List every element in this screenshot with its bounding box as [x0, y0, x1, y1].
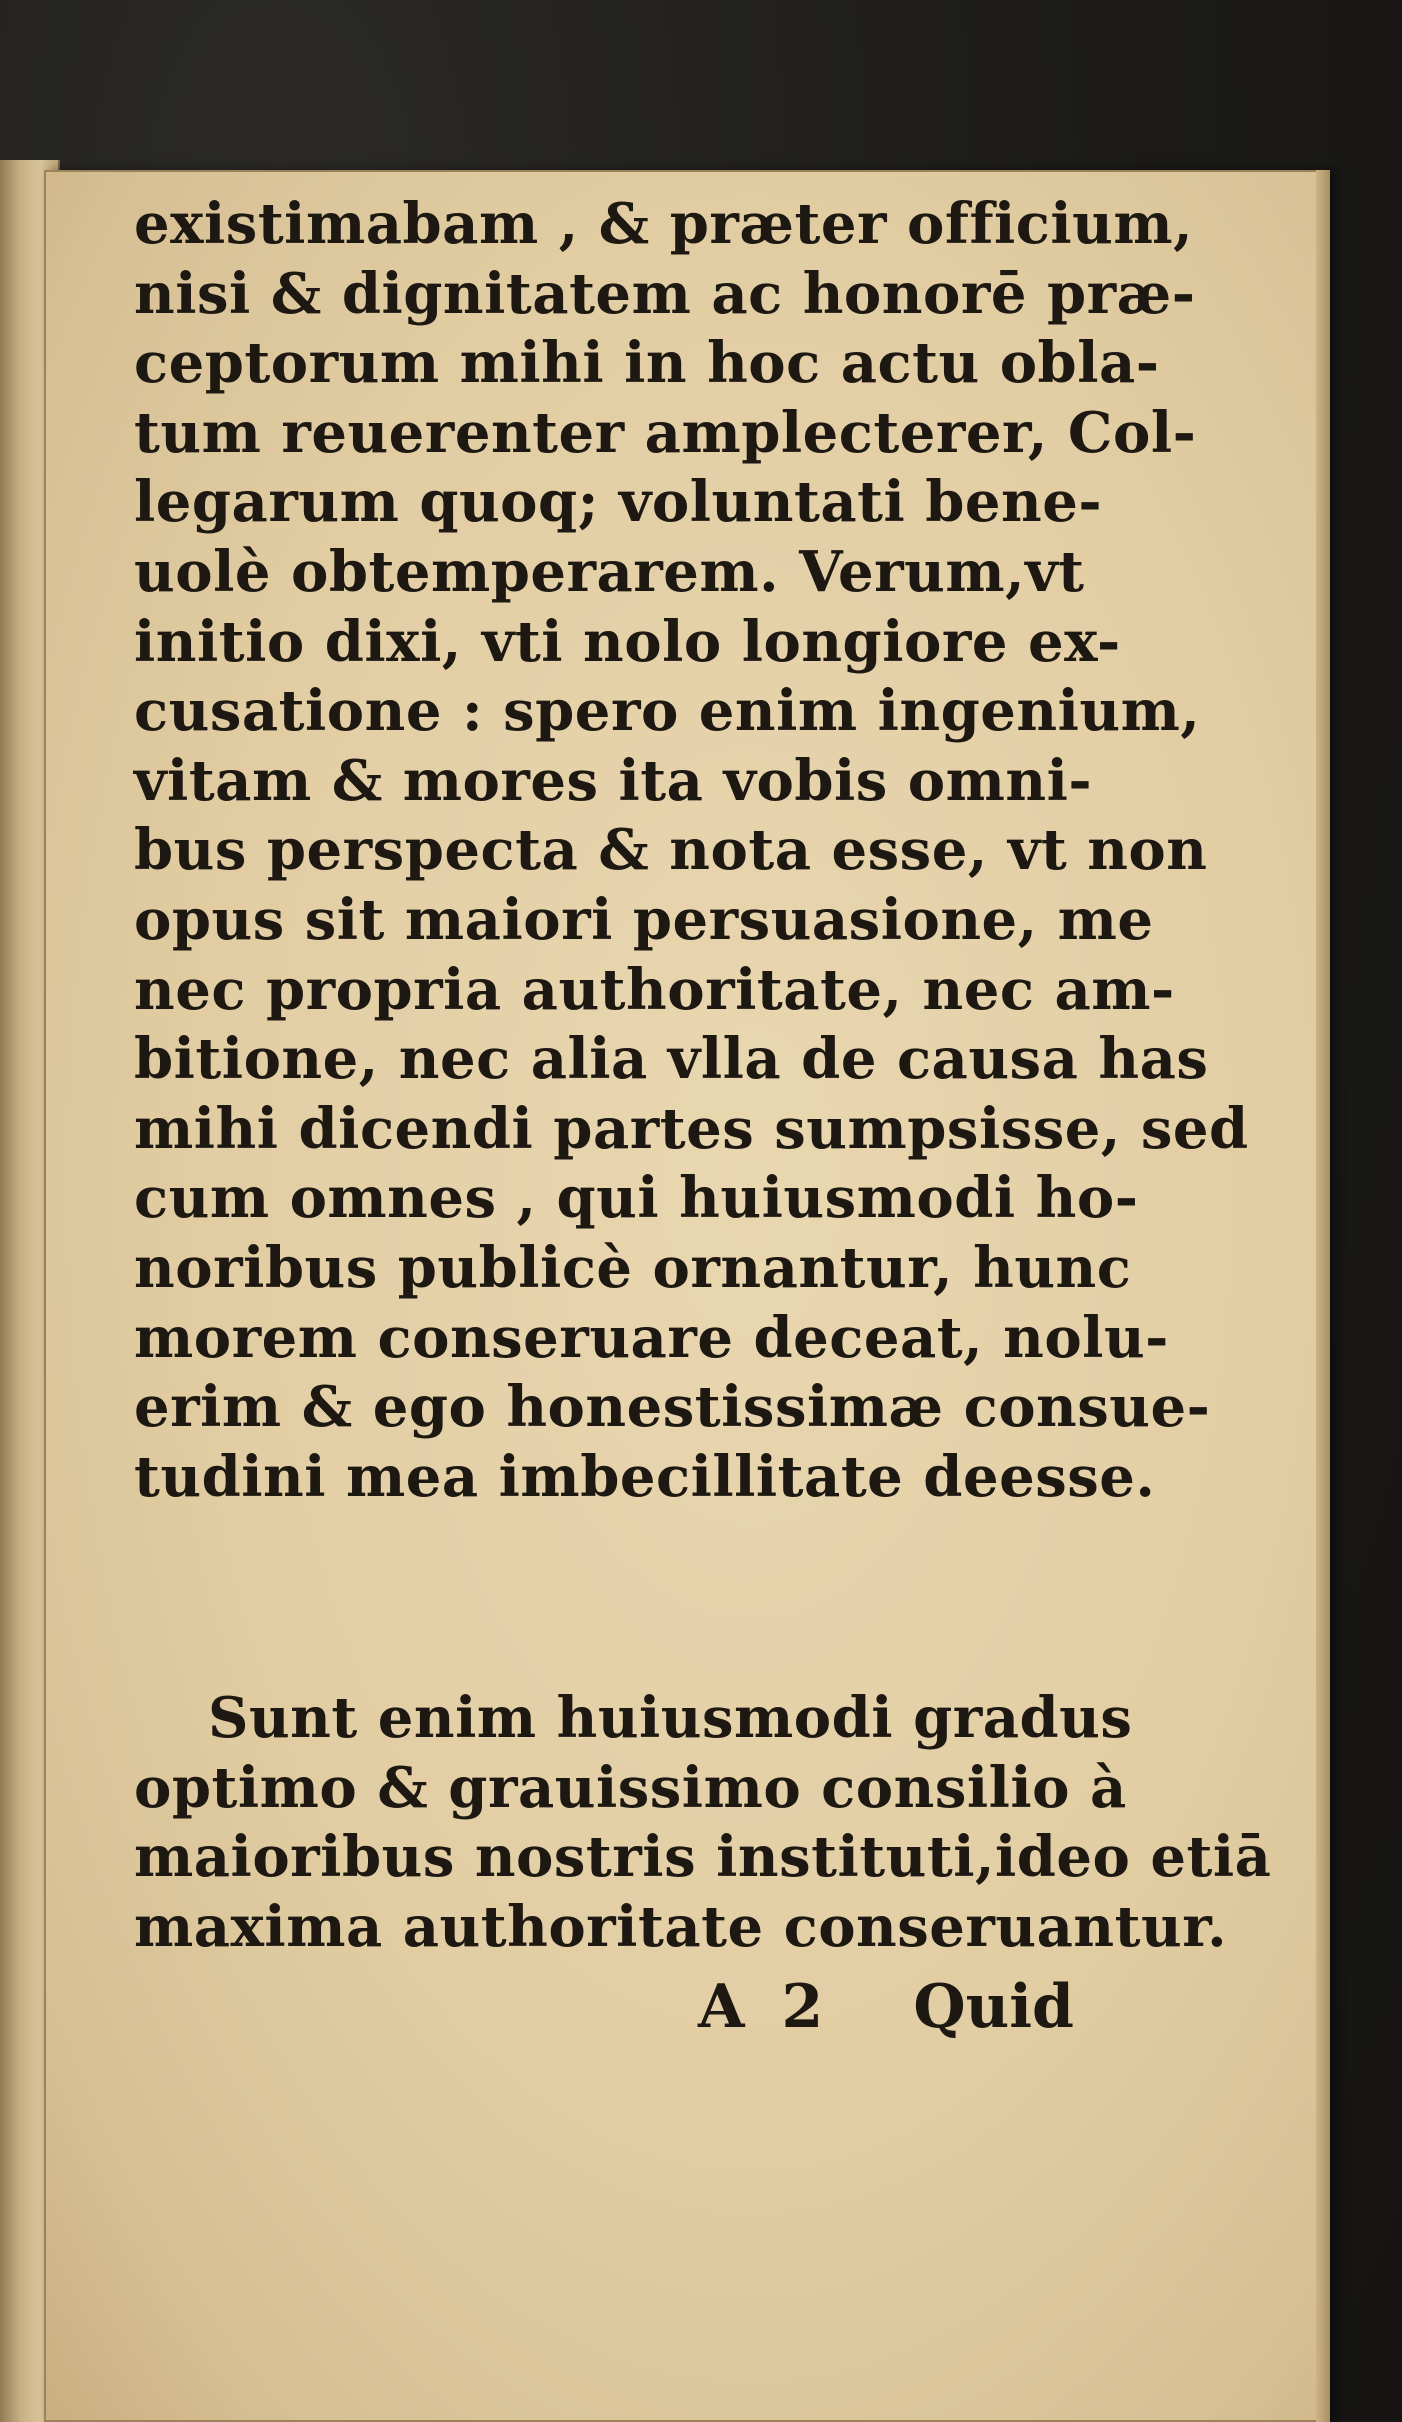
- text-line: mihi dicendi partes sumpsisse, sed: [134, 1095, 1249, 1162]
- page-footer: [134, 1972, 1074, 2052]
- text-line: nisi & dignitatem ac honorē præ-: [134, 260, 1196, 327]
- text-line: cum omnes , qui huiusmodi ho-: [134, 1165, 1139, 1232]
- text-line: opus sit maiori persuasione, me: [134, 886, 1154, 953]
- text-line: tudini mea imbecillitate deesse.: [134, 1443, 1156, 1510]
- page-edge: [1316, 170, 1330, 2422]
- text-line: maioribus nostris instituti,ideo etiā: [134, 1824, 1272, 1891]
- text-line: morem conseruare deceat, nolu-: [134, 1304, 1169, 1371]
- signature-mark: A 2: [698, 1972, 832, 2042]
- text-line: uolè obtemperarem. Verum,vt: [134, 538, 1085, 605]
- text-line: maxima authoritate conseruantur.: [134, 1893, 1228, 1960]
- text-line: tum reuerenter amplecterer, Col-: [134, 399, 1197, 466]
- paragraph-1: [134, 190, 1249, 1512]
- text-line: vitam & mores ita vobis omni-: [134, 747, 1093, 814]
- text-line: noribus publicè ornantur, hunc: [134, 1234, 1132, 1301]
- text-line: ceptorum mihi in hoc actu obla-: [134, 330, 1160, 397]
- paragraph-2: [134, 1684, 1272, 1962]
- text-line: Sunt enim huiusmodi gradus: [208, 1685, 1133, 1751]
- text-line: legarum quoq; voluntati bene-: [134, 469, 1103, 536]
- text-line: erim & ego honestissimæ consue-: [134, 1374, 1211, 1441]
- text-line: nec propria authoritate, nec am-: [134, 956, 1175, 1023]
- book-page: [44, 170, 1330, 2422]
- text-line: optimo & grauissimo consilio à: [134, 1754, 1127, 1821]
- text-line: cusatione : spero enim ingenium,: [134, 678, 1201, 745]
- catchword: Quid: [913, 1972, 1074, 2042]
- text-line: bus perspecta & nota esse, vt non: [134, 817, 1208, 884]
- text-line: existimabam , & præter officium,: [134, 191, 1194, 257]
- text-line: bitione, nec alia vlla de causa has: [134, 1026, 1209, 1093]
- text-line: initio dixi, vti nolo longiore ex-: [134, 608, 1121, 675]
